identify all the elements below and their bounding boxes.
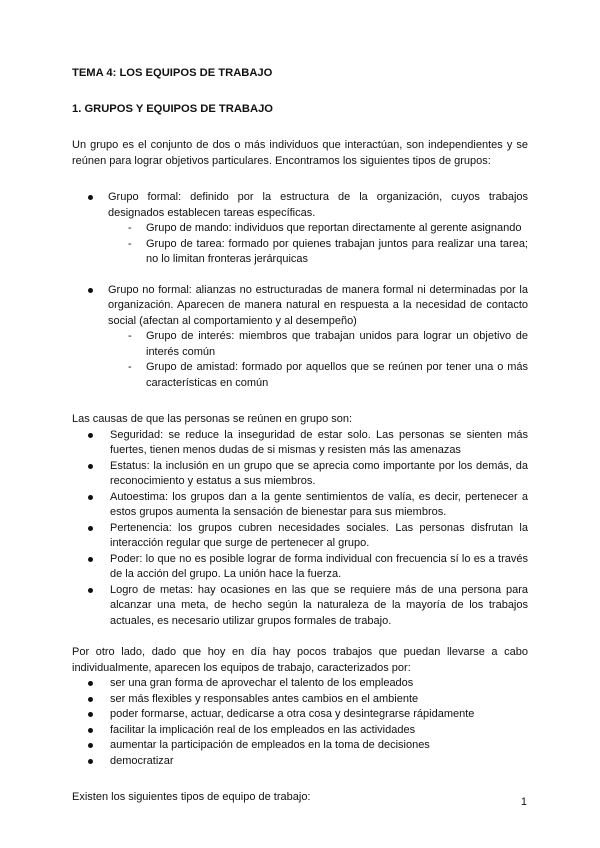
list-item-text: ser más flexibles y responsables antes cambios en el ambiente	[110, 692, 419, 705]
list-item-text: poder formarse, actuar, dedicarse a otra cosa y desintegrarse rápidamente	[110, 708, 475, 720]
team-features-list	[72, 676, 528, 769]
list-item-text: Autoestima: los grupos dan a la gente sentimientos de valía, es decir, pertenecer a estos grupos aumenta la sensación de bienestar para sus miembros.	[110, 490, 528, 518]
sub-list-item-text: Grupo de interés: miembros que trabajan unidos para lograr un objetivo de interés común	[146, 330, 528, 358]
page-number: 1	[520, 796, 527, 808]
sub-list-item-text: Grupo de tarea: formado por quienes trabajan juntos para realizar una tarea; no lo limitan fronteras jerárquicas	[146, 237, 528, 265]
bullet-icon	[88, 464, 93, 469]
list-item	[88, 428, 528, 459]
list-item-text: Seguridad: se reduce la inseguridad de estar solo. Las personas se sienten más fuertes, tienen menos dudas de si mismas y resisten más las amenazas	[110, 428, 528, 456]
bullet-icon	[88, 681, 93, 686]
list-item-text: Pertenencia: los grupos cubren necesidades sociales. Las personas disfrutan la interacción regular que surge de pertenecer al grupo.	[110, 521, 528, 549]
bullet-icon	[88, 728, 93, 733]
list-item-text: Estatus: la inclusión en un grupo que se aprecia como importante por los demás, da reconocimiento y estatus a sus miembros.	[110, 459, 528, 487]
list-item	[88, 707, 528, 723]
sub-list-item	[128, 360, 528, 391]
list-item	[88, 583, 528, 630]
sub-list	[108, 221, 528, 268]
bullet-icon	[88, 495, 93, 500]
list-item-text: facilitar la implicación real de los empleados en las actividades	[110, 723, 416, 736]
document-title: TEMA 4: LOS EQUIPOS DE TRABAJO	[72, 67, 273, 79]
causes-intro: Las causas de que las personas se reúnen en grupo son:	[72, 413, 353, 425]
list-item	[88, 692, 528, 708]
bullet-icon	[88, 195, 93, 200]
list-item	[72, 283, 528, 392]
sub-list	[108, 329, 528, 391]
sub-list-item	[128, 329, 528, 360]
sub-list-item-text: Grupo de amistad: formado por aquellos que se reúnen por tener una o más características en común	[146, 361, 528, 389]
bullet-icon	[88, 288, 93, 293]
causes-list	[72, 428, 528, 630]
document-body	[72, 66, 528, 806]
bullet-icon	[88, 697, 93, 702]
list-item	[88, 754, 528, 770]
list-item	[72, 190, 528, 268]
bullet-icon	[88, 712, 93, 717]
sub-list-item-text: Grupo de mando: individuos que reportan directamente al gerente asignando	[146, 222, 522, 234]
teams-intro: Por otro lado, dado que hoy en día hay pocos trabajos que puedan llevarse a cabo individualmente, aparecen los equipos de trabajo, caracterizados por:	[72, 646, 528, 674]
intro-paragraph: Un grupo es el conjunto de dos o más individuos que interactúan, son independientes y se reúnen para lograr objetivos particulares. Encontramos los siguientes tipos de grupos:	[72, 139, 528, 167]
sub-list-item	[128, 237, 528, 268]
list-item	[88, 676, 528, 692]
list-item-text: Grupo no formal: alianzas no estructuradas de manera formal ni determinadas por la organización. Aparecen de manera natural en respuesta a la necesidad de contacto social (afectan al comportamiento y al desempeño)	[108, 283, 528, 327]
dash-icon: -	[128, 237, 132, 250]
sub-list-item	[128, 221, 528, 237]
bullet-icon	[88, 743, 93, 748]
dash-icon: -	[128, 330, 132, 342]
bullet-icon	[88, 557, 93, 562]
dash-icon: -	[128, 222, 132, 234]
list-item	[88, 459, 528, 490]
bullet-icon	[88, 759, 93, 764]
list-item	[88, 490, 528, 521]
list-item-text: Logro de metas: hay ocasiones en las que se requiere más de una persona para alcanzar una meta, de hecho según la naturaleza de la mayoría de los trabajos actuales, es necesario utilizar grupos formales de trabajo.	[110, 583, 528, 627]
list-item	[88, 738, 528, 754]
list-item	[88, 552, 528, 583]
list-item-text: democratizar	[110, 754, 174, 767]
list-item-text: Grupo formal: definido por la estructura de la organización, cuyos trabajos designados establecen tareas específicas.	[108, 191, 528, 219]
closing-paragraph: Existen los siguientes tipos de equipo de trabajo:	[72, 791, 311, 803]
list-item-text: ser una gran forma de aprovechar el talento de los empleados	[110, 677, 414, 689]
section-heading: 1. GRUPOS Y EQUIPOS DE TRABAJO	[72, 102, 274, 115]
bullet-icon	[88, 433, 93, 438]
list-item-text: Poder: lo que no es posible lograr de forma individual con frecuencia sí lo es a través de la acción del grupo. La unión hace la fuerza.	[110, 552, 528, 580]
list-item	[88, 521, 528, 552]
list-item-text: aumentar la participación de empleados en la toma de decisiones	[110, 739, 430, 751]
dash-icon: -	[128, 361, 132, 373]
group-types-list	[72, 190, 528, 391]
bullet-icon	[88, 588, 93, 593]
bullet-icon	[88, 526, 93, 531]
list-item	[88, 723, 528, 739]
